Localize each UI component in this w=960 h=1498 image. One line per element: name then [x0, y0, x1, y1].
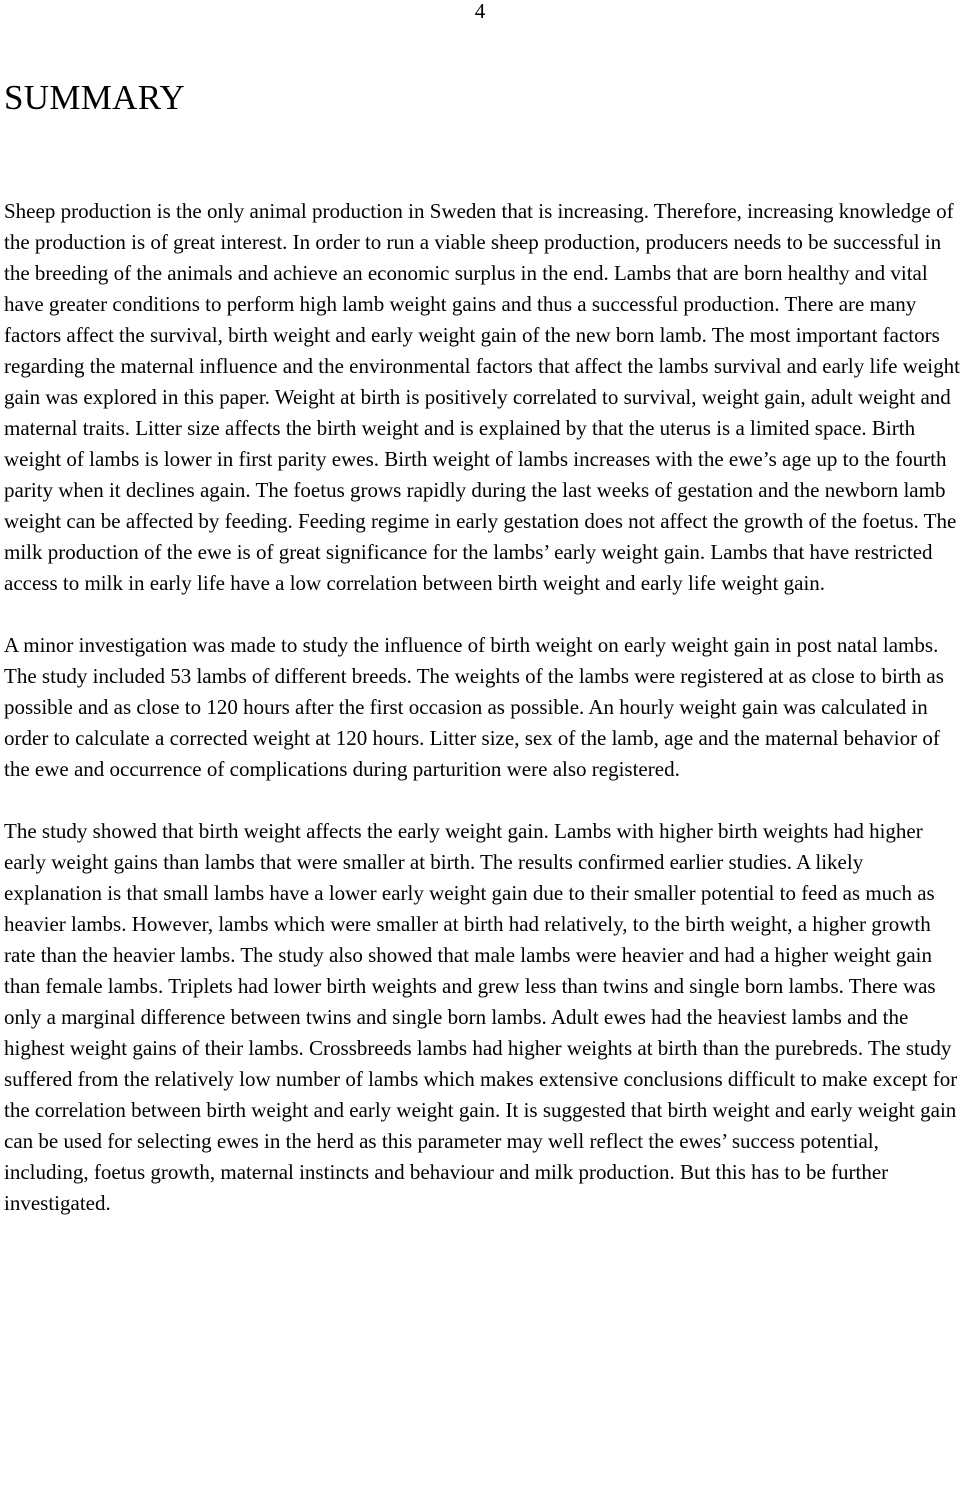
- page-title: SUMMARY: [4, 78, 186, 117]
- summary-body: [4, 196, 960, 1219]
- summary-paragraph-background: Sheep production is the only animal production in Sweden that is increasing. Therefore, increasing knowledge of the production is of great interest. In order to run a viable sheep production, producers needs to be successful in the breeding of the animals and achieve an economic surplus in the end. Lambs that are born healthy and vital have greater conditions to perform high lamb weight gains and thus a successful production. There are many factors affect the survival, birth weight and early weight gain of the new born lamb. The most important factors regarding the maternal influence and the environmental factors that affect the lambs survival and early life weight gain was explored in this paper. Weight at birth is positively correlated to survival, weight gain, adult weight and maternal traits. Litter size affects the birth weight and is explained by that the uterus is a limited space. Birth weight of lambs is lower in first parity ewes. Birth weight of lambs increases with the ewe’s age up to the fourth parity when it declines again. The foetus grows rapidly during the last weeks of gestation and the newborn lamb weight can be affected by feeding. Feeding regime in early gestation does not affect the growth of the foetus. The milk production of the ewe is of great significance for the lambs’ early weight gain. Lambs that have restricted access to milk in early life have a low correlation between birth weight and early life weight gain.: [4, 199, 960, 595]
- page-number: 4: [474, 0, 486, 23]
- summary-paragraph-results: The study showed that birth weight affects the early weight gain. Lambs with higher birth weights had higher early weight gains than lambs that were smaller at birth. The results confirmed earlier studies. A likely explanation is that small lambs have a lower early weight gain due to their smaller potential to feed as much as heavier lambs. However, lambs which were smaller at birth had relatively, to the birth weight, a higher growth rate than the heavier lambs. The study also showed that male lambs were heavier and had a higher weight gain than female lambs. Triplets had lower birth weights and grew less than twins and single born lambs. There was only a marginal difference between twins and single born lambs. Adult ewes had the heaviest lambs and the highest weight gains of their lambs. Crossbreeds lambs had higher weights at birth than the purebreds. The study suffered from the relatively low number of lambs which makes extensive conclusions difficult to make except for the correlation between birth weight and early weight gain. It is suggested that birth weight and early weight gain can be used for selecting ewes in the herd as this parameter may well reflect the ewes’ success potential, including, foetus growth, maternal instincts and behaviour and milk production. But this has to be further investigated.: [4, 819, 958, 1215]
- summary-paragraph-investigation: A minor investigation was made to study the influence of birth weight on early weight gain in post natal lambs. The study included 53 lambs of different breeds. The weights of the lambs were registered at as close to birth as possible and as close to 120 hours after the first occasion as possible. An hourly weight gain was calculated in order to calculate a corrected weight at 120 hours. Litter size, sex of the lamb, age and the maternal behavior of the ewe and occurrence of complications during parturition were also registered.: [4, 633, 944, 781]
